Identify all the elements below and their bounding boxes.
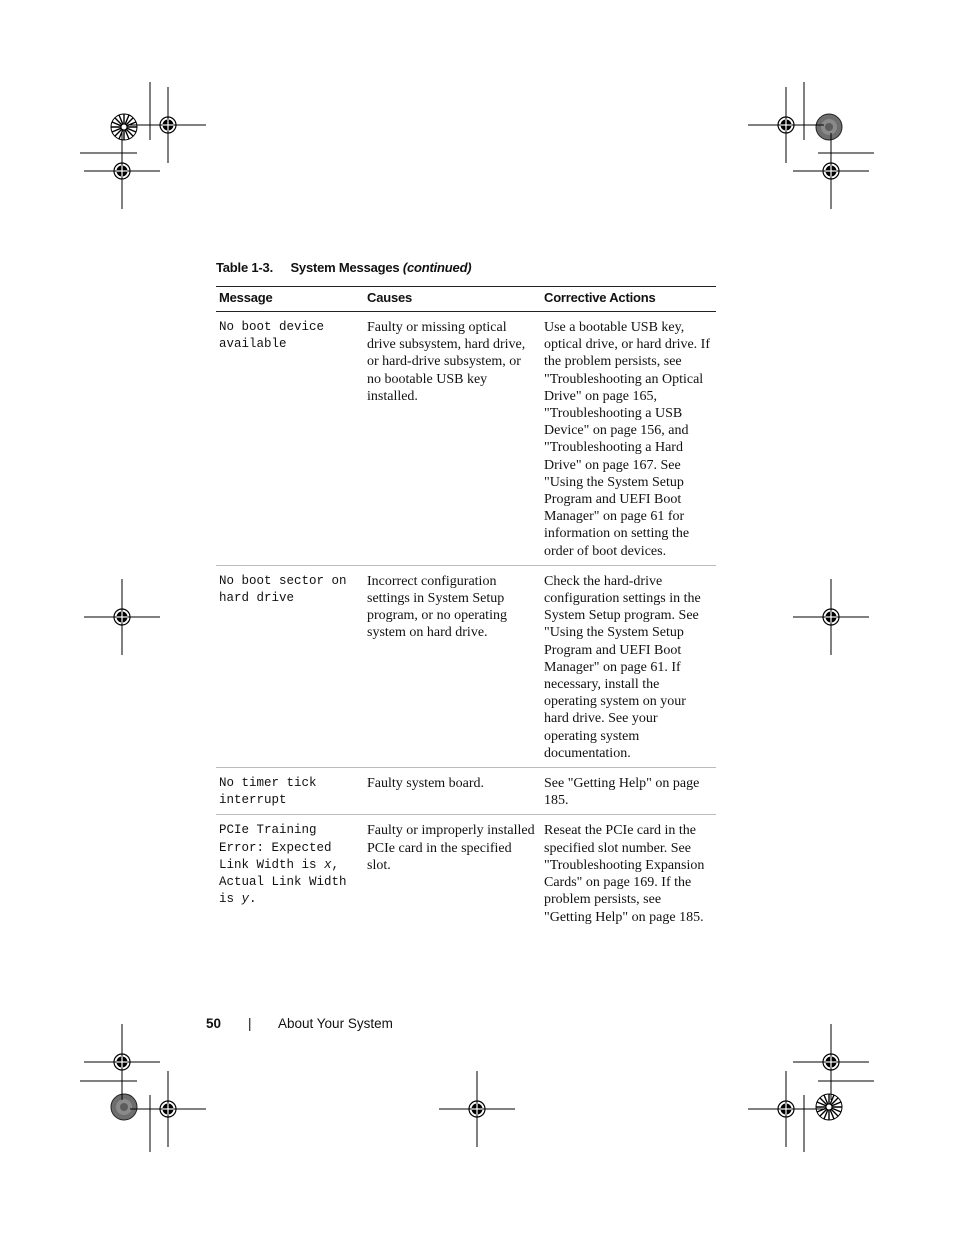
- message-cell: No boot sector on hard drive: [216, 565, 364, 767]
- corrective-actions-cell: Reseat the PCIe card in the specified slot number. See "Troubleshooting Expansion Cards" on page 169. If the problem persists, see "Getting Help" on page 185.: [544, 823, 705, 925]
- message-variable-y: y: [241, 892, 250, 907]
- table-row: [216, 565, 716, 767]
- corrective-actions-cell: Check the hard-drive configuration settings in the System Setup program. See "Using the System Setup Program and UEFI Boot Manager" on page 61. If necessary, install the operating system on your hard drive. See your operating system documentation.: [541, 565, 716, 767]
- message-variable-x: x: [324, 857, 332, 872]
- causes-cell: Faulty or improperly installed PCIe card in the specified slot.: [367, 823, 535, 873]
- column-header-message: Message: [216, 287, 364, 312]
- table-row: [216, 815, 716, 931]
- column-header-corrective-actions: Corrective Actions: [541, 287, 716, 312]
- message-cell: No boot device available: [216, 312, 364, 566]
- causes-cell: Faulty system board.: [364, 768, 541, 815]
- message-text: .: [249, 892, 257, 907]
- footer-separator: |: [248, 1016, 252, 1031]
- causes-cell: Incorrect configuration settings in System Setup program, or no operating system on hard drive.: [364, 565, 541, 767]
- table-caption: [216, 260, 471, 275]
- corrective-actions-cell: Use a bootable USB key, optical drive, or hard drive. If the problem persists, see "Troubleshooting an Optical Drive" on page 165, "Troubleshooting a USB Device" on page 156, and "Troubleshooting a Hard Drive" on page 167. See "Using the System Setup Program and UEFI Boot Manager" on page 61 for information on setting the order of boot devices.: [541, 312, 716, 566]
- page-number: 50: [206, 1016, 222, 1031]
- causes-cell: Faulty or missing optical drive subsystem, hard drive, or hard-drive subsystem, or no bootable USB key installed.: [364, 312, 541, 566]
- footer-section-title: About Your System: [278, 1016, 393, 1031]
- message-text: , Actual Link Width is: [219, 857, 347, 907]
- table-title: System Messages: [290, 260, 400, 275]
- corrective-actions-cell: See "Getting Help" on page 185.: [541, 768, 716, 815]
- table-header-row: [216, 287, 716, 312]
- column-header-causes: Causes: [364, 287, 541, 312]
- table-number: Table 1-3.: [216, 260, 274, 275]
- table-row: [216, 312, 716, 566]
- message-cell: [216, 815, 364, 931]
- table-continued-label: (continued): [402, 260, 472, 275]
- system-messages-table: [216, 286, 716, 931]
- table-row: [216, 768, 716, 815]
- message-text: PCIe Training Error: Expected Link Width is: [219, 823, 332, 872]
- message-cell: No timer tick interrupt: [216, 768, 364, 815]
